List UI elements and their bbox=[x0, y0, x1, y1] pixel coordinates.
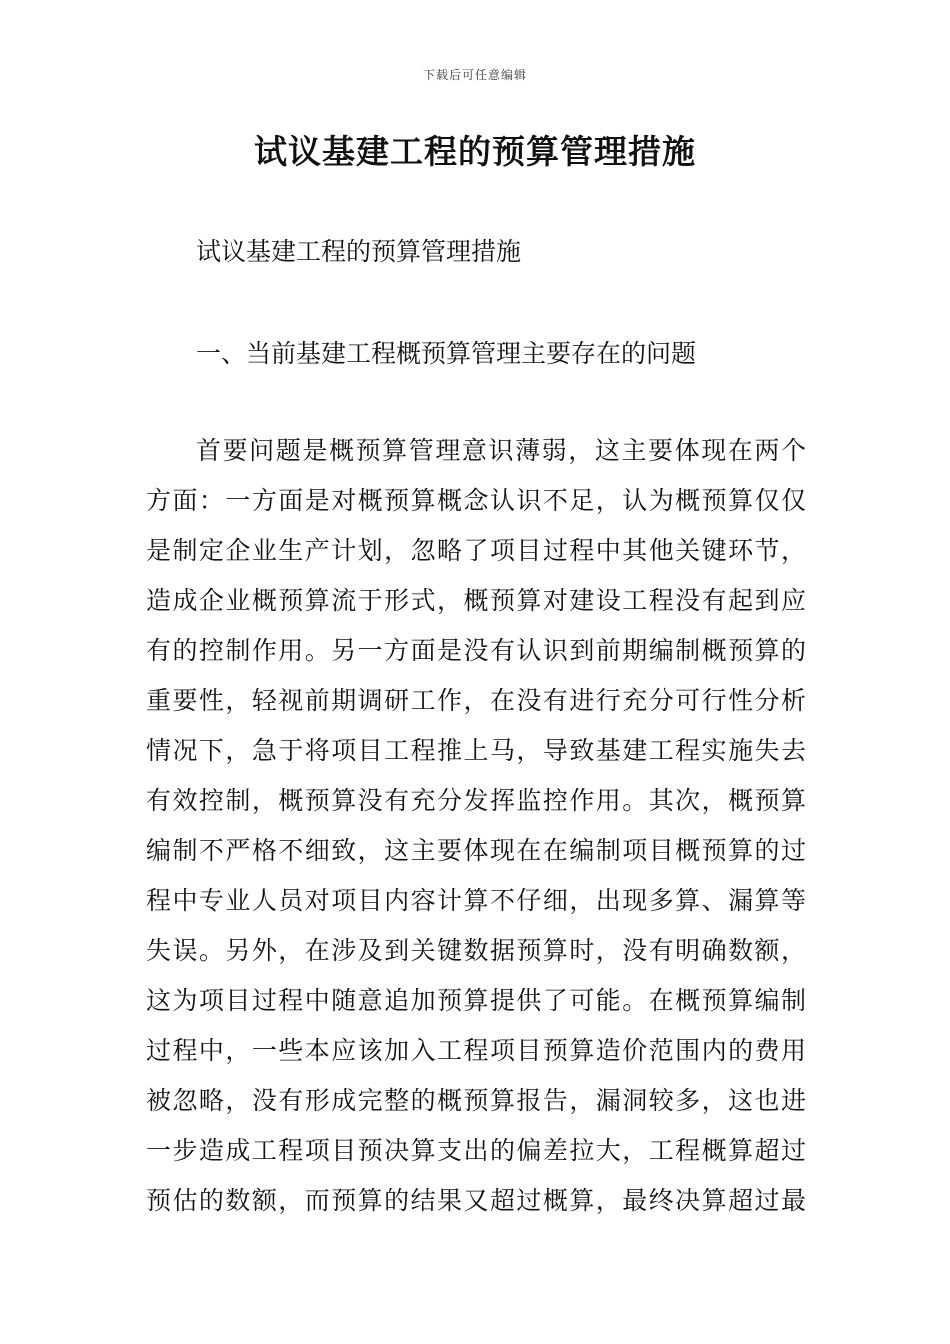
paragraph-line: 被忽略，没有形成完整的概预算报告，漏洞较多，这也进 bbox=[146, 1086, 806, 1115]
paragraph-line: 造成企业概预算流于形式，概预算对建设工程没有起到应 bbox=[146, 586, 806, 615]
document-subtitle: 试议基建工程的预算管理措施 bbox=[196, 237, 522, 266]
paragraph-line: 程中专业人员对项目内容计算不仔细，出现多算、漏算等 bbox=[146, 886, 806, 915]
paragraph-line: 方面：一方面是对概预算概念认识不足，认为概预算仅仅 bbox=[146, 486, 806, 515]
paragraph-line: 有的控制作用。另一方面是没有认识到前期编制概预算的 bbox=[146, 636, 806, 665]
section-heading: 一、当前基建工程概预算管理主要存在的问题 bbox=[196, 339, 697, 368]
paragraph-line: 预估的数额，而预算的结果又超过概算，最终决算超过最 bbox=[146, 1186, 806, 1215]
paragraph-line: 有效控制，概预算没有充分发挥监控作用。其次，概预算 bbox=[146, 786, 806, 815]
paragraph-line: 首要问题是概预算管理意识薄弱，这主要体现在两个 bbox=[196, 436, 806, 465]
paragraph-line: 是制定企业生产计划，忽略了项目过程中其他关键环节， bbox=[146, 536, 806, 565]
document-title: 试议基建工程的预算管理措施 bbox=[254, 132, 696, 171]
paragraph-line: 这为项目过程中随意追加预算提供了可能。在概预算编制 bbox=[146, 986, 806, 1015]
paragraph-line: 情况下，急于将项目工程推上马，导致基建工程实施失去 bbox=[146, 736, 806, 765]
paragraph-line: 编制不严格不细致，这主要体现在在编制项目概预算的过 bbox=[146, 836, 806, 865]
paragraph-line: 失误。另外，在涉及到关键数据预算时，没有明确数额， bbox=[146, 936, 806, 965]
paragraph-line: 过程中，一些本应该加入工程项目预算造价范围内的费用 bbox=[146, 1036, 806, 1065]
header-note: 下载后可任意编辑 bbox=[422, 68, 527, 82]
paragraph-line: 重要性，轻视前期调研工作，在没有进行充分可行性分析 bbox=[146, 686, 806, 715]
body-paragraph bbox=[146, 426, 806, 1226]
paragraph-line: 一步造成工程项目预决算支出的偏差拉大，工程概算超过 bbox=[146, 1136, 806, 1165]
